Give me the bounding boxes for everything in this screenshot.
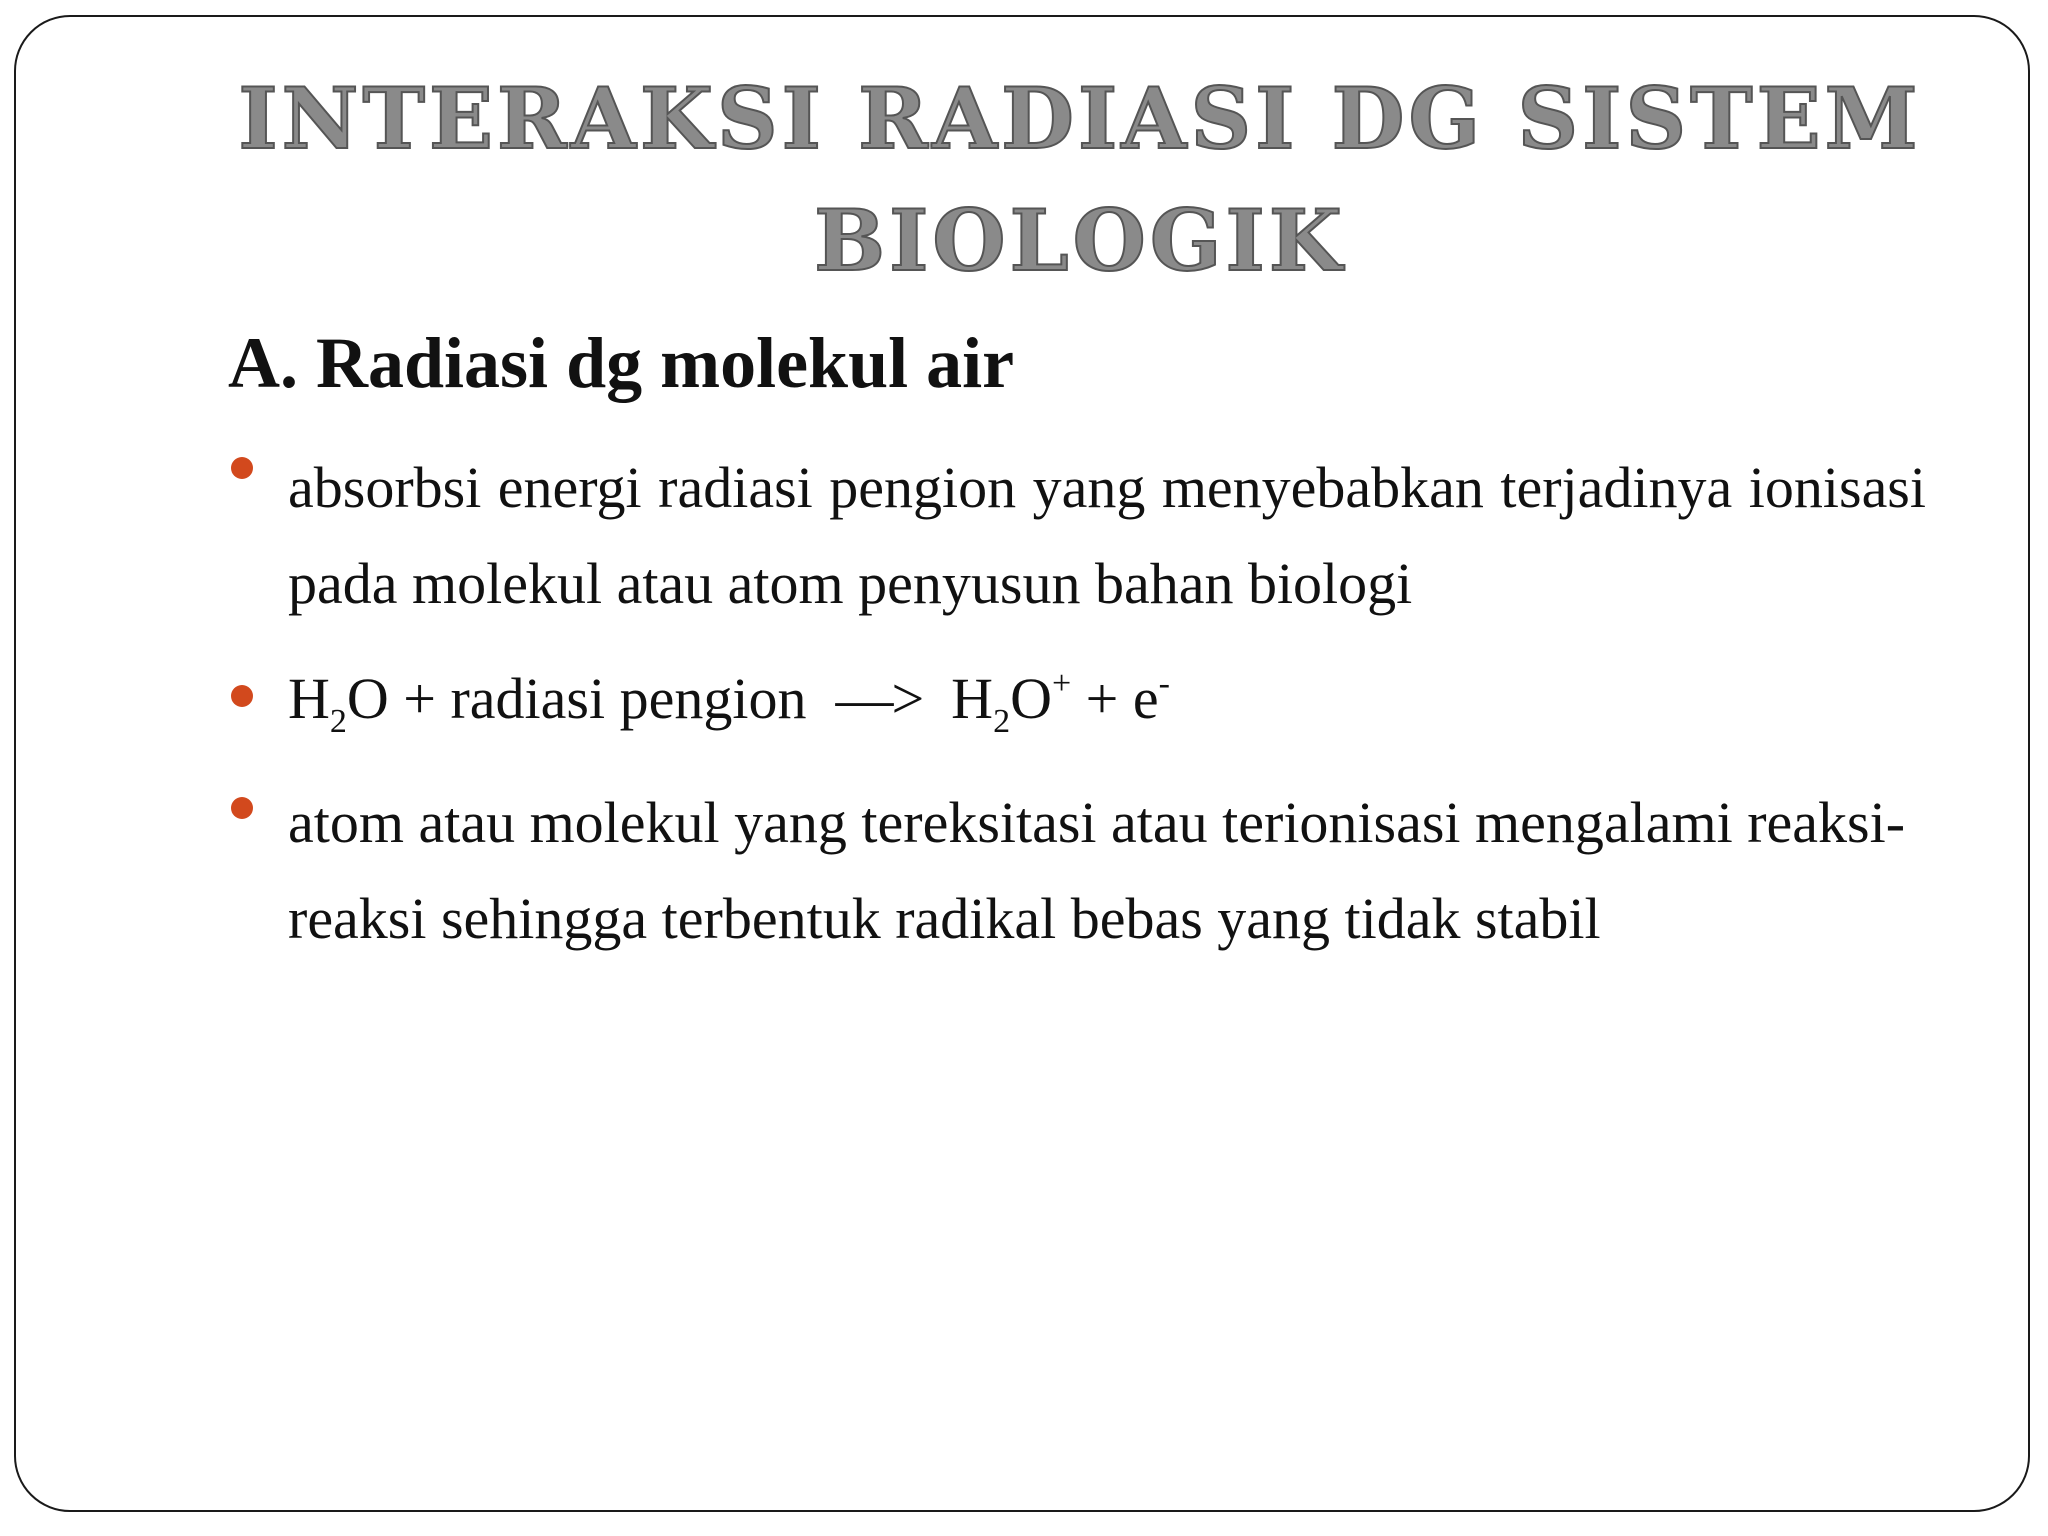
equation-superscript-minus: - (1158, 665, 1170, 702)
equation-o: O (1010, 666, 1052, 731)
bullet-item-equation (226, 654, 1926, 753)
equation-subscript: 2 (993, 703, 1011, 740)
equation-subscript: 2 (329, 703, 347, 740)
equation-space (922, 666, 951, 731)
section-heading: A. Radiasi dg molekul air (228, 323, 1015, 403)
equation-text (288, 665, 1170, 740)
equation-h: H (288, 666, 330, 731)
bullet-dot-icon (231, 685, 253, 707)
bullet-dot-icon (231, 457, 253, 479)
bullet-item-atom (226, 775, 1926, 967)
slide-title: INTERAKSI RADIASI DG SISTEM BIOLOGIK (238, 69, 1922, 290)
equation-plus-e: + e (1071, 666, 1159, 731)
bullet-dot-icon (231, 797, 253, 819)
bullet-item-absorbsi (226, 440, 1926, 632)
bullet-text: atom atau molekul yang tereksitasi atau terionisasi mengalami reaksi-reaksi sehingga terbentuk radikal bebas yang tidak stabil (288, 790, 1906, 951)
equation-superscript-plus: + (1051, 665, 1072, 702)
equation-middle: + radiasi pengion (388, 666, 836, 731)
equation-arrow: —> (835, 666, 923, 731)
bullet-list (226, 440, 1926, 967)
bullet-text: absorbsi energi radiasi pengion yang menyebabkan terjadinya ionisasi pada molekul atau atom penyusun bahan biologi (288, 455, 1926, 616)
equation-o: O (346, 666, 389, 731)
equation-h: H (951, 666, 994, 731)
